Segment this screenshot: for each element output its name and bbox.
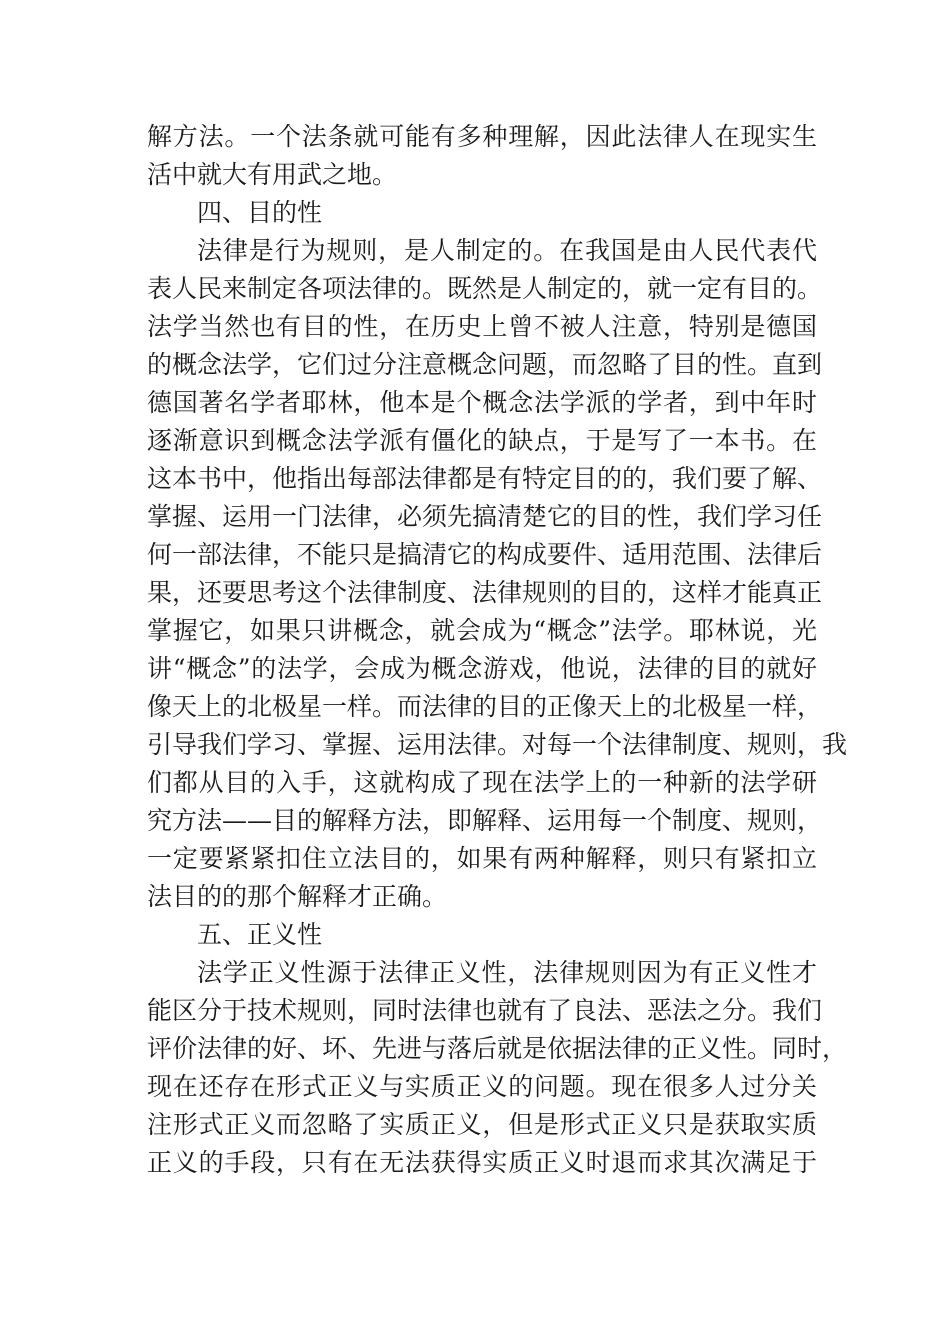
text-line: 们都从目的入手，这就构成了现在法学上的一种新的法学研 <box>147 768 817 797</box>
text-line: 逐渐意识到概念法学派有僵化的缺点，于是写了一本书。在 <box>147 426 817 455</box>
text-line: 正义的手段，只有在无法获得实质正义时退而求其次满足于 <box>147 1148 817 1177</box>
section-heading: 四、目的性 <box>197 198 323 227</box>
text-line: 讲“概念”的法学，会成为概念游戏，他说，法律的目的就好 <box>147 654 817 683</box>
body-text <box>147 118 848 1182</box>
paragraph-first-line: 法学正义性源于法律正义性，法律规则因为有正义性才 <box>197 958 817 987</box>
text-line: 掌握、运用一门法律，必须先搞清楚它的目的性，我们学习任 <box>147 502 823 531</box>
text-line: 注形式正义而忽略了实质正义，但是形式正义只是获取实质 <box>147 1110 817 1139</box>
text-line: 能区分于技术规则，同时法律也就有了良法、恶法之分。我们 <box>147 996 823 1025</box>
text-line: 法学当然也有目的性，在历史上曾不被人注意，特别是德国 <box>147 312 817 341</box>
text-line: 表人民来制定各项法律的。既然是人制定的，就一定有目的。 <box>147 274 823 303</box>
text-line: 的概念法学，它们过分注意概念问题，而忽略了目的性。直到 <box>147 350 823 379</box>
text-line: 德国著名学者耶林，他本是个概念法学派的学者，到中年时 <box>147 388 817 417</box>
text-line: 掌握它，如果只讲概念，就会成为“概念”法学。耶林说，光 <box>147 616 817 645</box>
text-line: 这本书中，他指出每部法律都是有特定目的的，我们要了解、 <box>147 464 823 493</box>
text-line: 引导我们学习、掌握、运用法律。对每一个法律制度、规则，我 <box>147 730 848 759</box>
text-line: 一定要紧紧扣住立法目的，如果有两种解释，则只有紧扣立 <box>147 844 817 873</box>
paragraph-first-line: 法律是行为规则，是人制定的。在我国是由人民代表代 <box>197 236 817 265</box>
text-line: 解方法。一个法条就可能有多种理解，因此法律人在现实生 <box>147 122 817 151</box>
text-line: 像天上的北极星一样。而法律的目的正像天上的北极星一样， <box>147 692 823 721</box>
text-line: 评价法律的好、坏、先进与落后就是依据法律的正义性。同时， <box>147 1034 848 1063</box>
text-line: 究方法——目的解释方法，即解释、运用每一个制度、规则， <box>147 806 823 835</box>
text-line: 果，还要思考这个法律制度、法律规则的目的，这样才能真正 <box>147 578 823 607</box>
text-line: 何一部法律，不能只是搞清它的构成要件、适用范围、法律后 <box>147 540 823 569</box>
text-line: 活中就大有用武之地。 <box>147 160 398 189</box>
section-heading: 五、正义性 <box>197 920 323 949</box>
text-line: 法目的的那个解释才正确。 <box>147 882 448 911</box>
text-line: 现在还存在形式正义与实质正义的问题。现在很多人过分关 <box>147 1072 817 1101</box>
